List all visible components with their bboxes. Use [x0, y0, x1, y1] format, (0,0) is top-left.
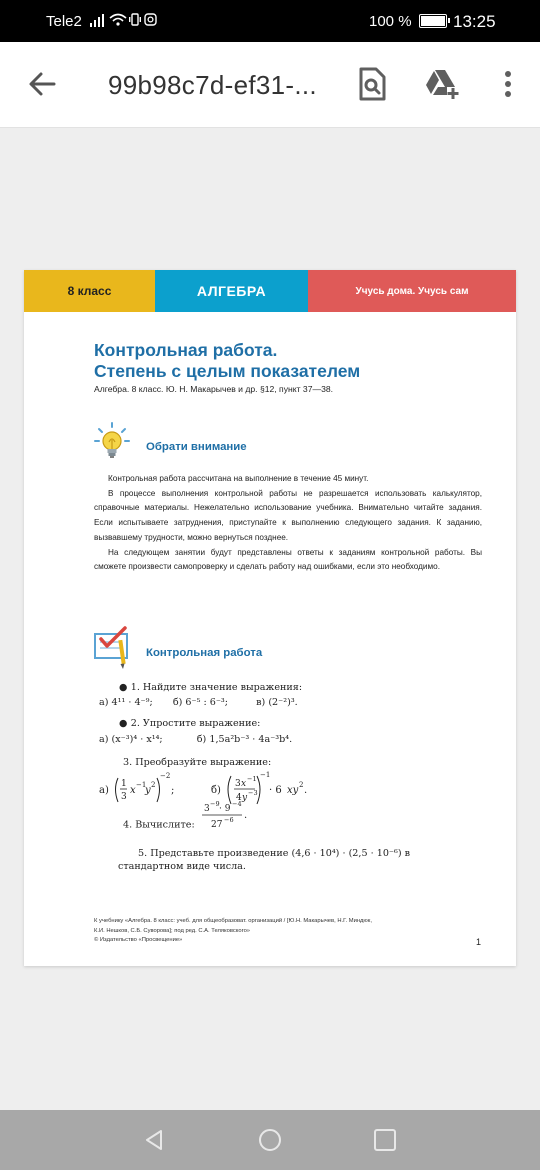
task-1-item-c: в) (2⁻²)³. [256, 697, 298, 708]
battery-icon [419, 14, 447, 28]
svg-text:−4: −4 [231, 800, 242, 808]
svg-text:−1: −1 [260, 771, 271, 779]
svg-text:· 6: · 6 [269, 785, 282, 796]
carrier-name: Tele2 [46, 13, 82, 30]
svg-text:−1: −1 [247, 775, 257, 783]
add-to-drive-icon[interactable] [423, 64, 463, 104]
page-title-line2: Степень с целым показателем [94, 361, 361, 381]
page-title [94, 340, 360, 382]
svg-text:4: 4 [236, 793, 242, 803]
note-paragraph: В процессе выполнения контрольной работы не разрешается использовать калькулятор, справочные материалы. Нежелательно использование учебника. Внимательно читайте задания. Если испытываете затруднения, приступайте к выполнению следующего задания. К заданию, вызвавшему трудности, можно вернуться позднее. [94, 488, 482, 542]
document-page [24, 270, 516, 966]
note-paragraph: Контрольная работа рассчитана на выполнение в течение 45 минут. [108, 474, 369, 483]
task-1-items [99, 697, 298, 708]
svg-text:y: y [145, 785, 151, 796]
task-1-item-a: а) 4¹¹ · 4⁻⁹; [99, 697, 153, 708]
svg-text:−2: −2 [160, 772, 171, 780]
svg-text:3: 3 [203, 804, 210, 814]
svg-text:y: y [242, 793, 248, 803]
svg-text:1: 1 [121, 779, 127, 789]
page-subtitle: Алгебра. 8 класс. Ю. Н. Макарычев и др. §12, пункт 37—38. [94, 384, 334, 394]
clock: 13:25 [453, 12, 496, 31]
task-2-title-text: 2. Упростите выражение: [130, 718, 261, 729]
motto-label: Учусь дома. Учусь сам [308, 270, 516, 312]
navigation-bar [0, 1110, 540, 1170]
back-arrow-icon[interactable] [24, 66, 60, 102]
task-5-line2: стандартном виде числа. [118, 861, 246, 872]
svg-text:27: 27 [210, 820, 223, 830]
svg-text:x: x [241, 779, 247, 789]
footer-reference-line: К учебнику «Алгебра. 8 класс: учеб. для общеобразоват. организаций / [Ю.Н. Макарычев, Н.Г. Миндюк, [94, 918, 372, 924]
subject-banner [24, 270, 516, 312]
task-1-title-text: 1. Найдите значение выражения: [130, 682, 303, 693]
task-3-title: 3. Преобразуйте выражение: [123, 757, 272, 768]
footer-reference-line: © Издательство «Просвещение» [94, 937, 183, 943]
svg-text:2: 2 [151, 781, 156, 789]
footer-reference-line: К.И. Нешков, С.Б. Суворова]; под ред. С.А. Теляковского» [94, 927, 251, 934]
test-heading: Контрольная работа [146, 647, 263, 659]
svg-text:3: 3 [121, 792, 127, 802]
task-4-label: 4. Вычислите: [123, 819, 195, 831]
note-text [94, 472, 482, 575]
svg-text:.: . [243, 810, 247, 821]
svg-text:;: ; [171, 785, 175, 796]
subject-label: АЛГЕБРА [155, 270, 308, 312]
nav-home-icon[interactable] [258, 1128, 282, 1152]
lightbulb-icon [94, 422, 130, 458]
svg-text:x: x [130, 785, 136, 796]
page-title-line1: Контрольная работа. [94, 340, 278, 360]
page-number: 1 [476, 937, 482, 947]
task-1-item-b: б) 6⁻⁵ : 6⁻³; [172, 697, 228, 708]
nav-back-icon[interactable] [142, 1128, 166, 1152]
svg-text:−1: −1 [136, 781, 147, 789]
task-2-item-a: а) (x⁻³)⁴ · x¹⁴; [99, 734, 163, 745]
task-2-item-b: б) 1,5a²b⁻³ · 4a⁻³b⁴. [196, 734, 293, 745]
svg-text:а): а) [99, 785, 109, 796]
task-5-line1: 5. Представьте произведение (4,6 · 10⁴) · (2,5 · 10⁻⁶) в [138, 848, 411, 859]
svg-text:−6: −6 [223, 816, 234, 824]
battery-percent: 100 % [369, 13, 412, 30]
grade-label: 8 класс [24, 270, 155, 312]
find-in-page-icon[interactable] [352, 64, 392, 104]
signal-icon [90, 12, 158, 31]
bullet-icon: ● [119, 718, 131, 729]
app-bar [0, 42, 540, 128]
svg-text:· 9: · 9 [218, 804, 231, 814]
nav-recents-icon[interactable] [373, 1128, 397, 1152]
task-4-fraction [198, 800, 258, 832]
bullet-icon: ● [119, 682, 131, 693]
document-title: 99b98c7d-ef31-... [108, 70, 317, 100]
svg-text:б): б) [211, 785, 221, 796]
status-bar [0, 0, 540, 42]
note-heading: Обрати внимание [146, 441, 247, 453]
footer-reference [94, 917, 470, 946]
checklist-icon [92, 626, 136, 670]
task-4 [123, 800, 258, 832]
svg-text:xy: xy [287, 785, 299, 796]
svg-text:−9: −9 [209, 800, 220, 808]
svg-text:−3: −3 [248, 789, 258, 797]
task-1-title [119, 682, 302, 693]
svg-text:.: . [304, 785, 308, 796]
task-2-title [119, 718, 260, 729]
task-2-items [99, 734, 292, 745]
more-vert-icon[interactable] [488, 64, 528, 104]
svg-text:3: 3 [235, 779, 241, 789]
svg-text:2: 2 [299, 781, 304, 789]
note-paragraph: На следующем занятии будут представлены ответы к заданиям контрольной работы. Вы сможете произвести самопроверку и сделать работу над ошибками, если это необходимо. [94, 547, 482, 572]
